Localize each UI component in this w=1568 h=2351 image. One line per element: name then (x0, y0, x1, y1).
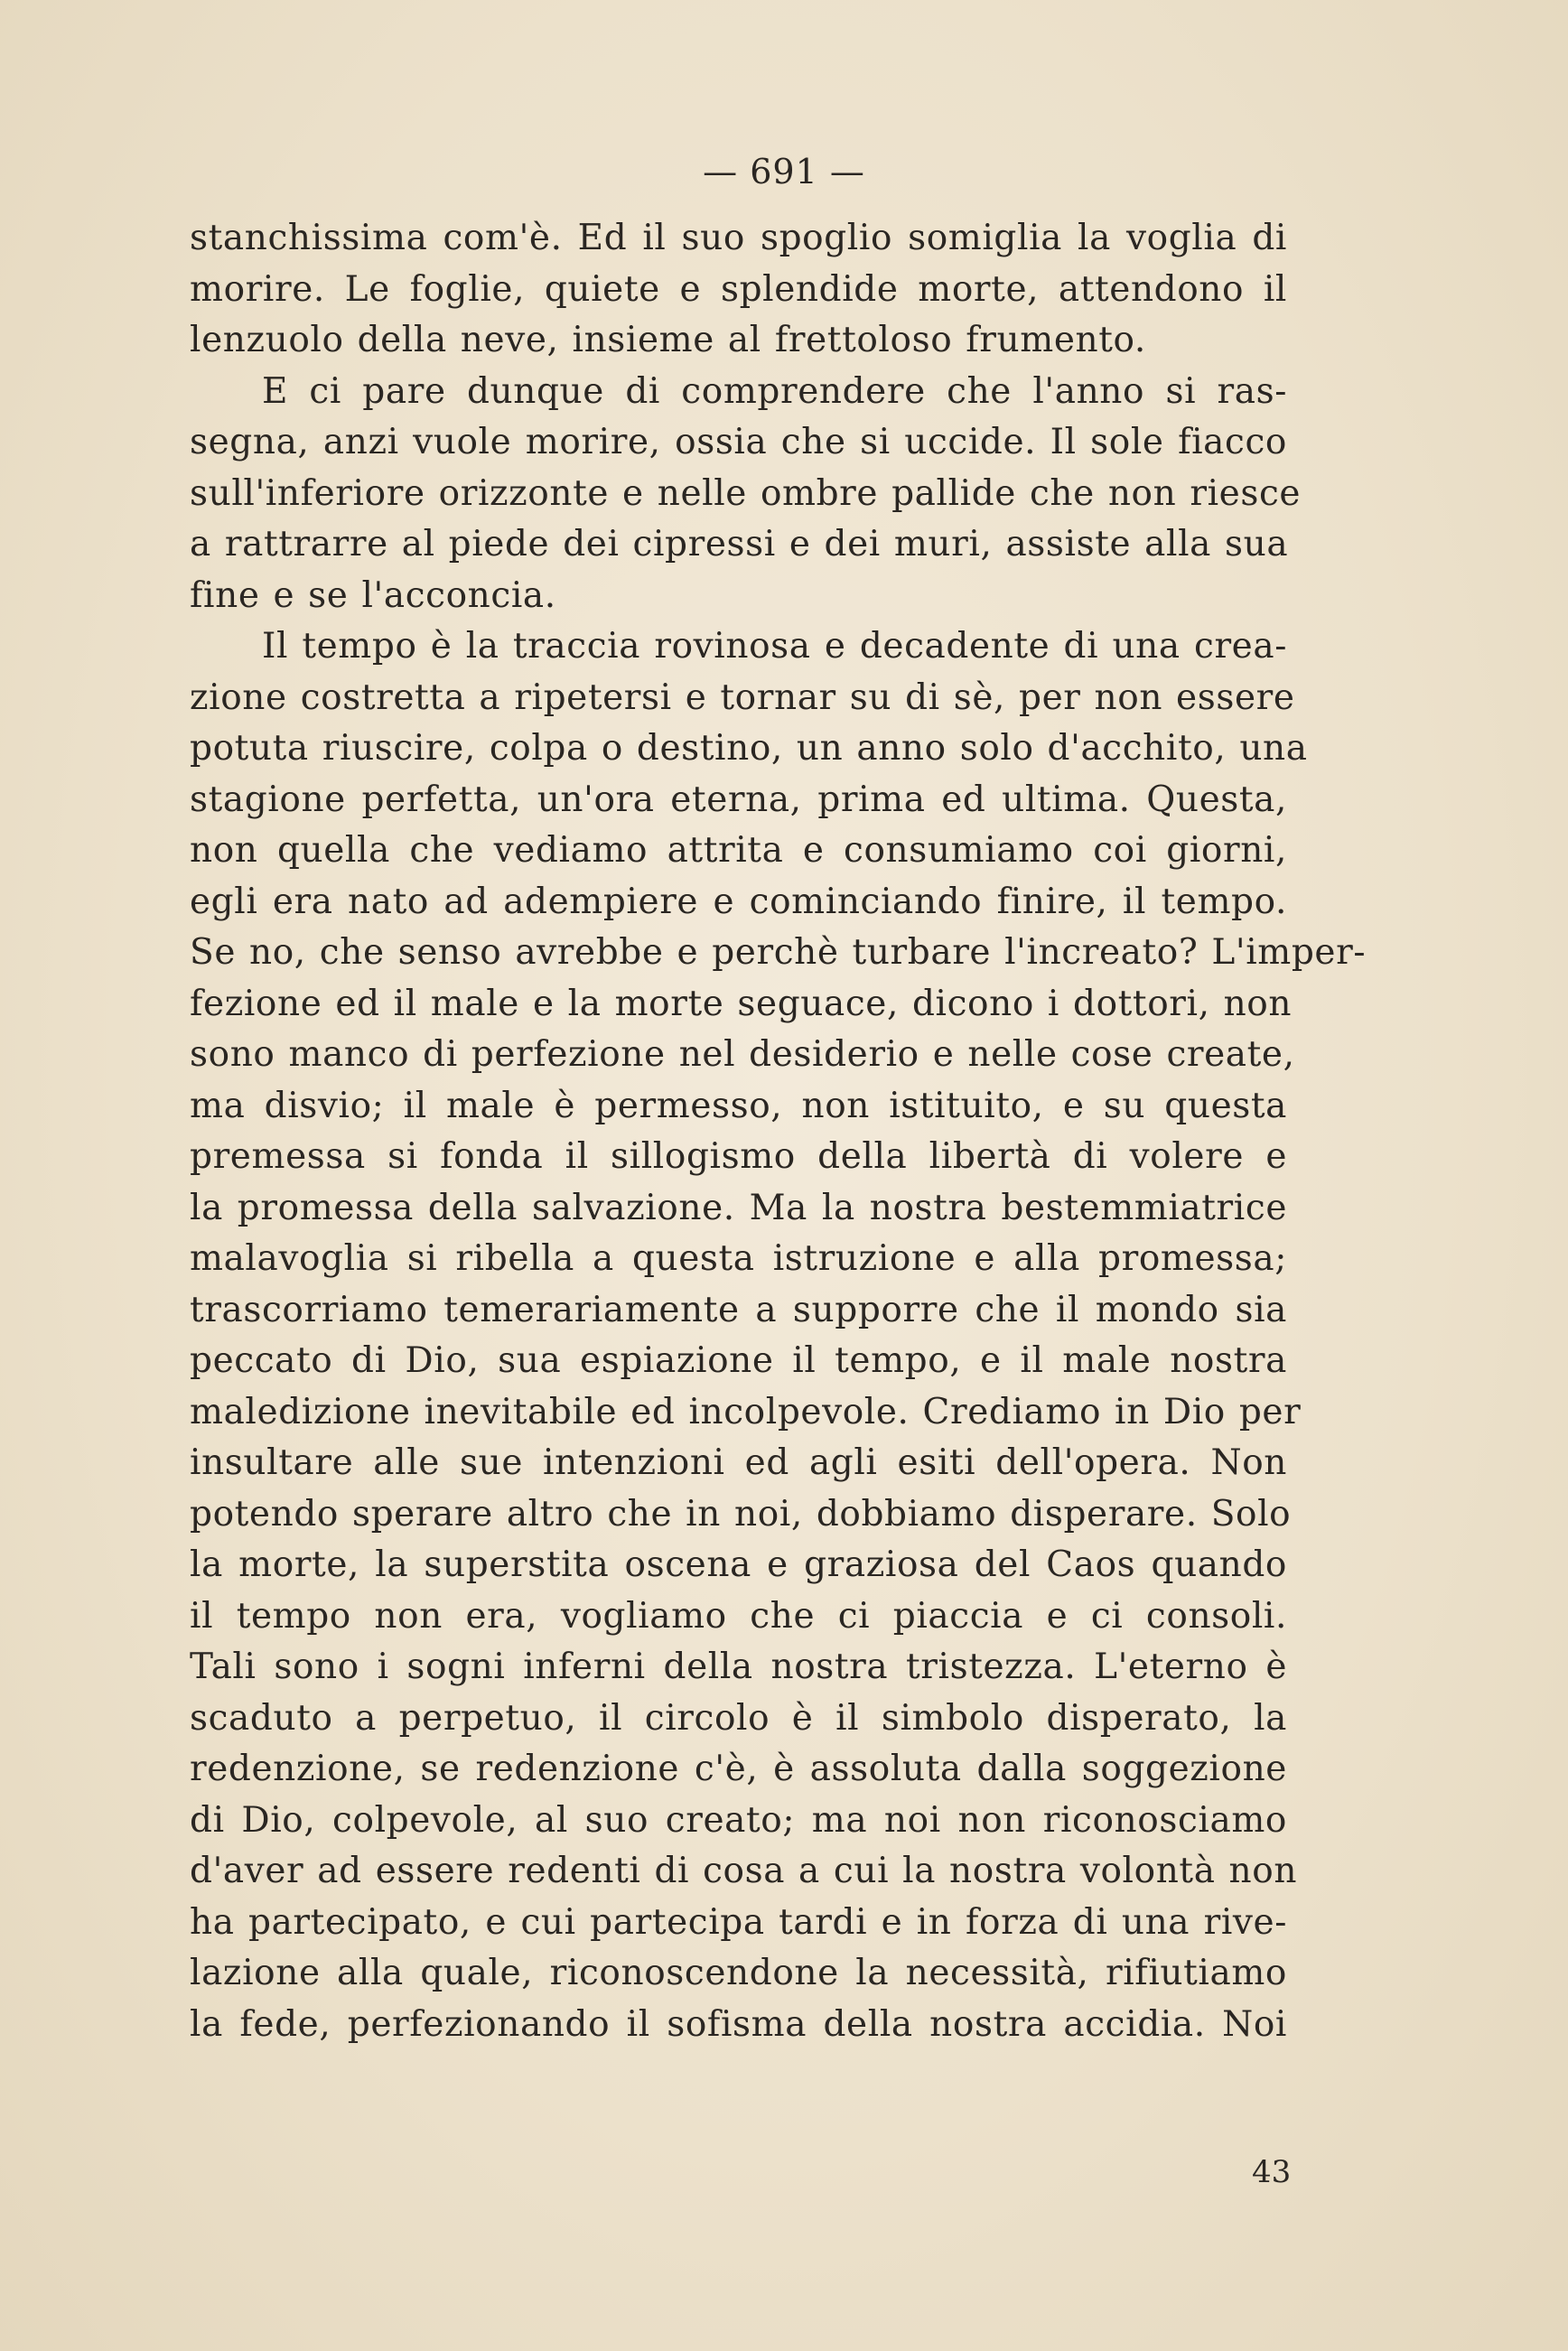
text-line: morire. Le foglie, quiete e splendide morte, attendono il (190, 268, 1287, 310)
text-line: d'aver ad essere redenti di cosa a cui la nostra volontà non (190, 1851, 1298, 1891)
text-line: potendo sperare altro che in noi, dobbiamo disperare. Solo (190, 1493, 1292, 1535)
text-line: ma disvio; il male è permesso, non istituito, e su questa (190, 1085, 1287, 1126)
text-line: non quella che vediamo attrita e consumiamo coi giorni, (190, 830, 1287, 871)
text-line: la promessa della salvazione. Ma la nostra bestemmiatrice (190, 1187, 1287, 1228)
text-line: il tempo non era, vogliamo che ci piaccia e ci consoli. (190, 1595, 1287, 1637)
text-line: malavoglia si ribella a questa istruzione e alla promessa; (190, 1238, 1287, 1279)
page-number-header: — 691 — (703, 152, 865, 191)
text-line: egli era nato ad adempiere e cominciando finire, il tempo. (190, 881, 1287, 922)
text-line: segna, anzi vuole morire, ossia che si uccide. Il sole fiacco (190, 422, 1287, 462)
text-line: la fede, perfezionando il sofisma della nostra accidia. Noi (190, 2003, 1287, 2045)
text-line: fine e se l'acconcia. (190, 574, 556, 616)
text-line: peccato di Dio, sua espiazione il tempo, e il male nostra (190, 1340, 1287, 1381)
text-line: sull'inferiore orizzonte e nelle ombre pallide che non riesce (190, 472, 1302, 514)
text-line: E ci pare dunque di comprendere che l'anno si ras- (262, 370, 1287, 412)
text-line: lazione alla quale, riconoscendone la necessità, rifiutiamo (190, 1953, 1287, 1993)
text-line: potuta riuscire, colpa o destino, un anno solo d'acchito, una (190, 728, 1308, 769)
body-text (190, 213, 1367, 2050)
text-line: lenzuolo della neve, insieme al frettoloso frumento. (190, 320, 1146, 360)
signature-mark: 43 (1252, 2154, 1292, 2190)
text-line: di Dio, colpevole, al suo creato; ma noi non riconosciamo (190, 1799, 1287, 1841)
text-line: scaduto a perpetuo, il circolo è il simbolo disperato, la (190, 1697, 1287, 1739)
text-line: trascorriamo temerariamente a supporre che il mondo sia (190, 1289, 1287, 1330)
text-line: a rattrarre al piede dei cipressi e dei muri, assiste alla sua (190, 524, 1289, 564)
text-line: Il tempo è la traccia rovinosa e decadente di una crea- (262, 626, 1287, 667)
text-line: ha partecipato, e cui partecipa tardi e in forza di una rive- (190, 1901, 1287, 1943)
text-line: stagione perfetta, un'ora eterna, prima ed ultima. Questa, (190, 779, 1287, 820)
text-line: Se no, che senso avrebbe e perchè turbare l'increato? L'imper- (190, 932, 1367, 973)
text-line: premessa si fonda il sillogismo della libertà di volere e (190, 1136, 1287, 1177)
text-line: zione costretta a ripetersi e tornar su di sè, per non essere (190, 676, 1295, 718)
text-line: redenzione, se redenzione c'è, è assoluta dalla soggezione (190, 1749, 1287, 1789)
text-line: maledizione inevitabile ed incolpevole. Crediamo in Dio per (190, 1391, 1302, 1432)
text-line: fezione ed il male e la morte seguace, dicono i dottori, non (190, 983, 1293, 1024)
text-line: la morte, la superstita oscena e graziosa del Caos quando (190, 1544, 1287, 1585)
text-line: stanchissima com'è. Ed il suo spoglio somiglia la voglia di (190, 218, 1287, 258)
text-line: sono manco di perfezione nel desiderio e nelle cose create, (190, 1034, 1295, 1075)
text-line: insultare alle sue intenzioni ed agli esiti dell'opera. Non (190, 1442, 1287, 1483)
text-line: Tali sono i sogni inferni della nostra tristezza. L'eterno è (190, 1647, 1287, 1687)
